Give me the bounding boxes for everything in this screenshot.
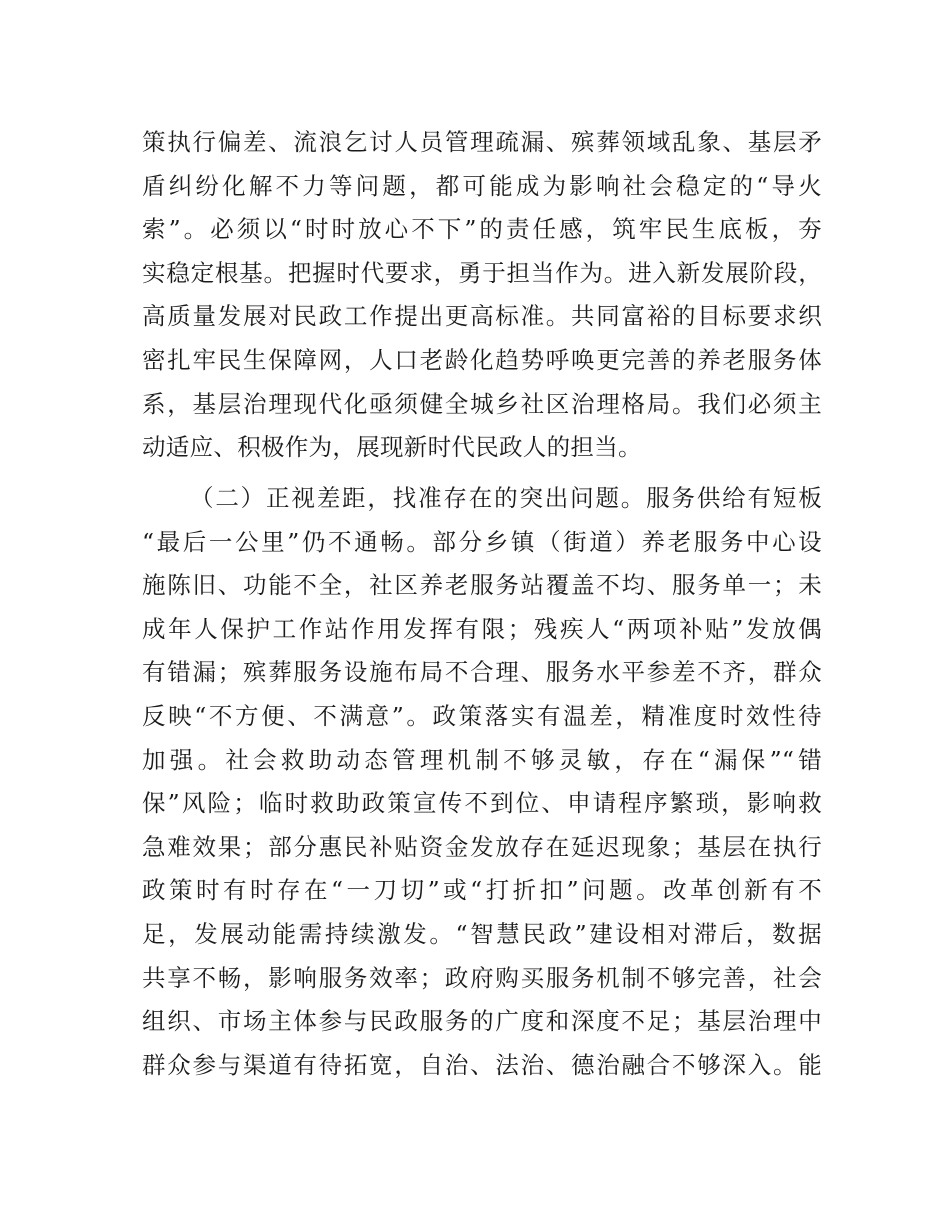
text-line: 系，基层治理现代化亟须健全城乡社区治理格局。我们必须主 — [142, 389, 822, 418]
text-line: 有错漏；殡葬服务设施布局不合理、服务水平参差不齐，群众 — [142, 658, 822, 687]
paragraph-continuation — [142, 121, 822, 470]
text-line: 策执行偏差、流浪乞讨人员管理疏漏、殡葬领域乱象、基层矛 — [142, 128, 822, 156]
text-line: 索”。必须以“时时放心不下”的责任感，筑牢民生底板，夯 — [142, 215, 822, 244]
text-line: 加强。社会救助动态管理机制不够灵敏，存在“漏保”“错 — [142, 745, 822, 774]
text-line: 足，发展动能需持续激发。“智慧民政”建设相对滞后，数据 — [142, 919, 822, 948]
text-line: “最后一公里”仍不通畅。部分乡镇（街道）养老服务中心设 — [142, 527, 822, 556]
text-line: 成年人保护工作站作用发挥有限；残疾人“两项补贴”发放偶 — [142, 614, 822, 643]
text-line: 政策时有时存在“一刀切”或“打折扣”问题。改革创新有不 — [142, 876, 822, 905]
text-line: 实稳定根基。把握时代要求，勇于担当作为。进入新发展阶段， — [142, 258, 822, 287]
text-line: 保”风险；临时救助政策宣传不到位、申请程序繁琐，影响救 — [142, 789, 822, 818]
paragraph-section-two — [142, 477, 822, 1087]
text-line: 盾纠纷化解不力等问题，都可能成为影响社会稳定的“导火 — [142, 171, 822, 200]
text-line: 反映“不方便、不满意”。政策落实有温差，精准度时效性待 — [142, 701, 822, 730]
text-line: 急难效果；部分惠民补贴资金发放存在延迟现象；基层在执行 — [142, 832, 822, 861]
text-line: 施陈旧、功能不全，社区养老服务站覆盖不均、服务单一；未 — [142, 571, 822, 600]
text-line: 密扎牢民生保障网，人口老龄化趋势呼唤更完善的养老服务体 — [142, 345, 822, 374]
text-line: 动适应、积极作为，展现新时代民政人的担当。 — [142, 433, 642, 462]
text-line: 组织、市场主体参与民政服务的广度和深度不足；基层治理中 — [142, 1007, 822, 1036]
text-line: 高质量发展对民政工作提出更高标准。共同富裕的目标要求织 — [142, 302, 822, 331]
text-line: 群众参与渠道有待拓宽，自治、法治、德治融合不够深入。能 — [142, 1050, 822, 1079]
text-line: 共享不畅，影响服务效率；政府购买服务机制不够完善，社会 — [142, 963, 822, 992]
text-line: （二）正视差距，找准存在的突出问题。服务供给有短板 — [190, 484, 822, 512]
